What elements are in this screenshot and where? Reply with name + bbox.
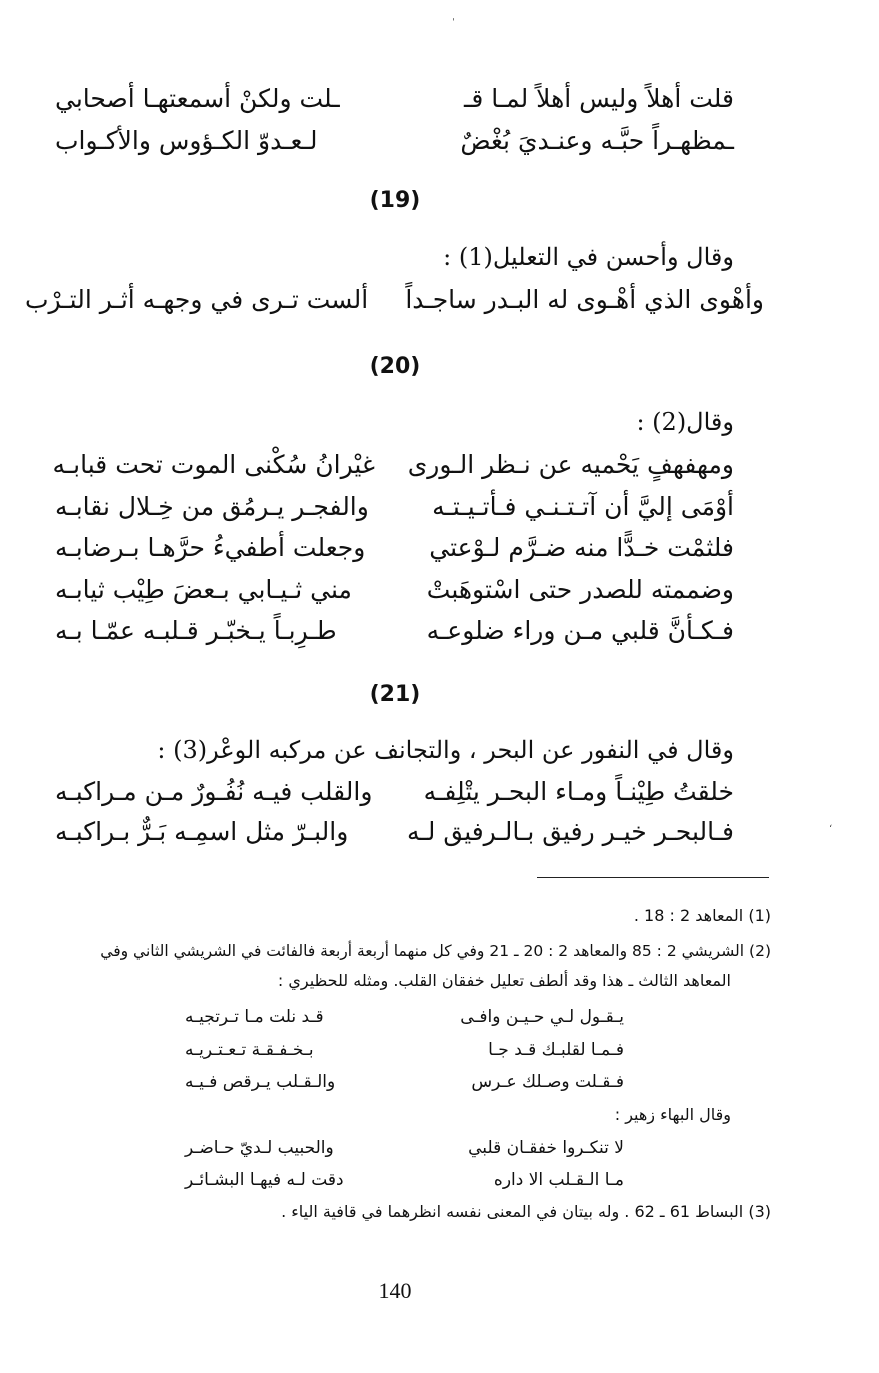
verse-left: طـرِبـاً يـخبّـر قـلبـه عمّـا بـه	[55, 616, 337, 645]
footnote-1: (1) المعاهد 2 : 18 .	[633, 906, 771, 925]
footnote-verse-left: والحبيب لـديّ حـاضـر	[185, 1138, 334, 1158]
verse-right: أوْمَى إليَّ أن آتـتـنـي فـأتـيـتـه	[432, 492, 734, 521]
footnote-verse-left: بـخـفـقـة تـعـتـريـه	[185, 1040, 314, 1060]
verse-right: فلثمْت خـدًّا منه ضـرَّم لـوْعتي	[429, 533, 734, 562]
page-number: 140	[378, 1278, 412, 1303]
scan-mark: ˈ	[452, 18, 455, 29]
verse-left: وجعلت أطفيءُ حرَّهـا بـرضابـه	[55, 533, 366, 562]
footnote-verse-left: والـقـلب يـرقص فـيـه	[185, 1072, 336, 1092]
footnote-verse-right: مـا الـقـلب الا داره	[493, 1170, 624, 1190]
section-number: (21)	[369, 682, 421, 707]
footnote-verse-right: فـمـا لقلبـك قـد جـا	[488, 1040, 624, 1060]
section-number: (19)	[369, 188, 421, 213]
verse-right: فـالبحـر خيـر رفيق بـالـرفيق لـه	[407, 817, 734, 846]
verse-left: غيْرانُ سُكْنى الموت تحت قبابـه	[52, 450, 375, 479]
verse-right: ـمظهـراً حبَّـه وعنـديَ بُغْضٌ	[460, 126, 734, 155]
section-intro: وقال وأحسن في التعليل(1) :	[443, 243, 734, 271]
verse-left: مني ثـيـابي بـعضَ طِيْب ثيابـه	[55, 575, 352, 604]
section-intro: وقال في النفور عن البحر ، والتجانف عن مركبه الوعْر(3) :	[157, 736, 734, 764]
footnote-2-line-1: (2) الشريشي 2 : 85 والمعاهد 2 : 20 ـ 21 وفي كل منهما أربعة أربعة فالفائت في الشريشي الثاني وفي	[100, 942, 771, 960]
footnote-divider	[537, 877, 769, 878]
verse-right: وأهْوى الذي أهْـوى له البـدر ساجـداً	[405, 285, 764, 314]
scan-mark: ‘	[829, 824, 833, 835]
section-intro: وقال(2) :	[636, 408, 734, 436]
footnote-intro: وقال البهاء زهير :	[614, 1105, 731, 1124]
footnote-3: (3) البساط 61 ـ 62 . وله بيتان في المعنى نفسه انظرهما في قافية الياء .	[281, 1202, 771, 1221]
footnote-verse-right: فـقـلت وصـلك عـرس	[471, 1072, 624, 1092]
verse-right: ومهفهفٍ يَحْميه عن نـظر الـورى	[407, 450, 734, 479]
verse-left: ألست تـرى في وجهـه أثـر التـرْب	[25, 285, 369, 314]
footnote-verse-right: يـقـول لـي حـيـن وافـى	[460, 1007, 624, 1027]
footnote-2-line-2: المعاهد الثالث ـ هذا وقد ألطف تعليل خفقان القلب. ومثله للحظيري :	[277, 971, 731, 990]
footnote-verse-left: دقت لـه فيهـا البشـائـر	[185, 1170, 344, 1190]
verse-left: والقلب فيـه نُفُـورٌ مـن مـراكبـه	[55, 777, 373, 806]
verse-right: وضممته للصدر حتى اسْتوهَبتْ	[426, 575, 734, 604]
verse-left: والفجـر يـرمُق من خِـلال نقابـه	[55, 492, 369, 521]
section-number: (20)	[369, 354, 421, 379]
footnote-verse-left: قـد نلت مـا تـرتجيـه	[185, 1007, 324, 1027]
verse-right: قلت أهلاً وليس أهلاً لمـا قـ	[464, 84, 734, 113]
verse-right: فـكـأنَّ قلبي مـن وراء ضلوعـه	[426, 616, 734, 645]
verse-left: ـلت ولكنْ أسمعتهـا أصحابي	[55, 84, 340, 113]
footnote-verse-right: لا تنكـروا خفقـان قلبي	[468, 1138, 624, 1158]
verse-left: والبـرّ مثل اسمِـه بَـرٌّ بـراكبـه	[55, 817, 349, 846]
verse-right: خلقتُ طِيْنـاً ومـاء البحـر يتْلِفـه	[423, 777, 734, 806]
verse-left: لـعـدوّ الكـؤوس والأكـواب	[55, 126, 318, 155]
